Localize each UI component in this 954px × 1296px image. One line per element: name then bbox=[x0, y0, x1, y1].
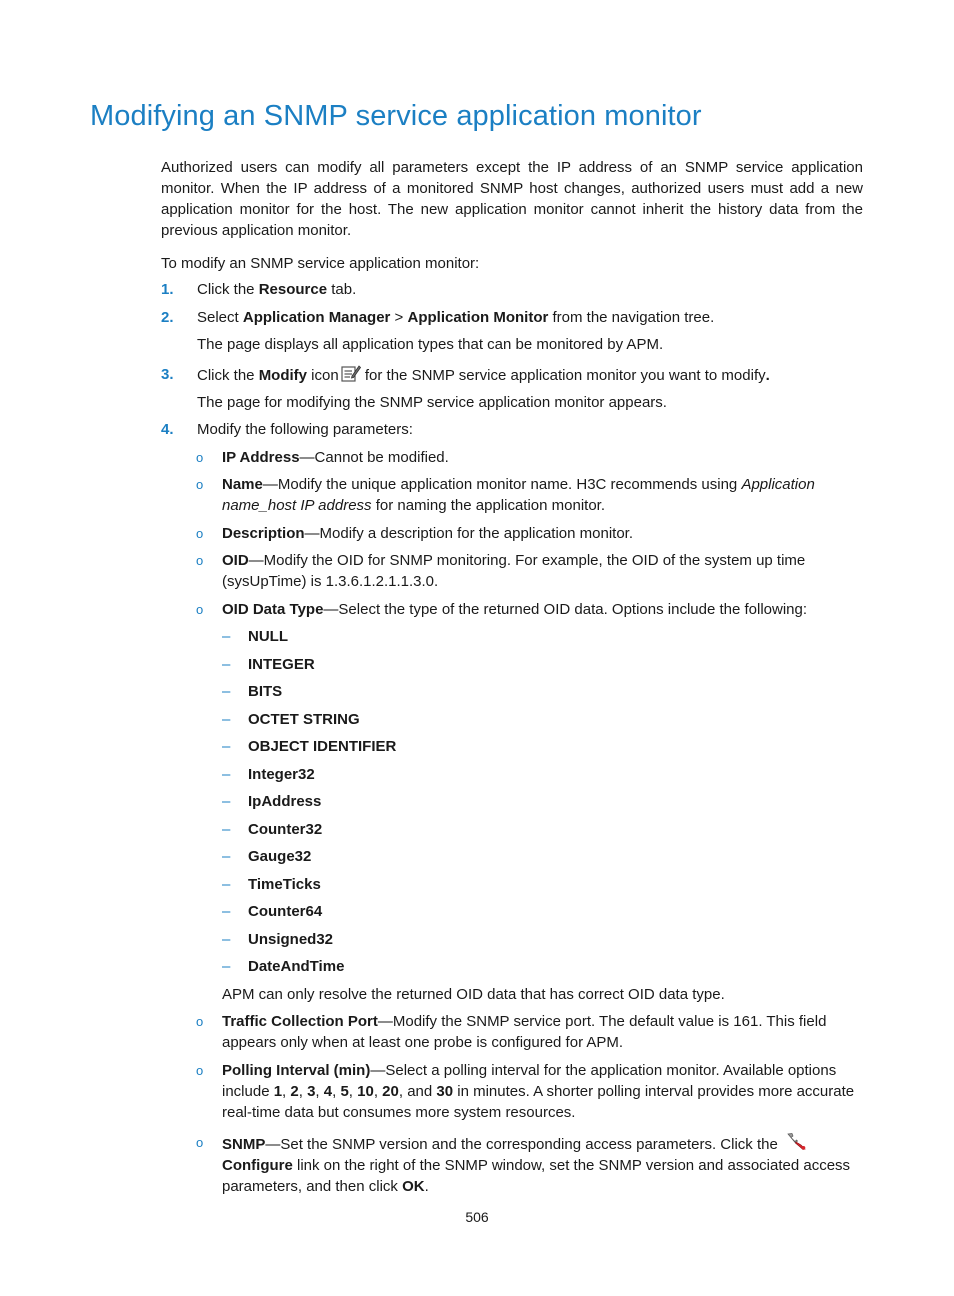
param-name: Name bbox=[222, 476, 263, 493]
edit-document-icon bbox=[341, 364, 361, 382]
bullet: o bbox=[196, 1063, 204, 1078]
oid-type-option: – TimeTicks bbox=[222, 876, 321, 893]
oid-type-option: – Unsigned32 bbox=[222, 931, 334, 948]
intro-paragraph: Authorized users can modify all parameters except the IP address of an SNMP service application monitor. When the IP address of a monitored SNMP host changes, authorized users must add a new application monitor for the host. The new application monitor cannot inherit the history data from the previous application monitor. bbox=[161, 159, 863, 239]
page-title: Modifying an SNMP service application monitor bbox=[90, 100, 702, 132]
oid-type-option: – DateAndTime bbox=[222, 958, 345, 975]
step-2-note: The page displays all application types that can be monitored by APM. bbox=[197, 336, 664, 353]
oid-type-option: – Counter32 bbox=[222, 821, 323, 838]
param-oid-data-type: o OID Data Type—Select the type of the returned OID data. Options include the following: bbox=[196, 601, 808, 618]
param-ip-address: o IP Address—Cannot be modified. bbox=[196, 449, 449, 466]
bullet: o bbox=[196, 526, 204, 541]
step-3-note: The page for modifying the SNMP service application monitor appears. bbox=[197, 394, 667, 411]
oid-type-option: – Gauge32 bbox=[222, 848, 312, 865]
oid-type-option: – Integer32 bbox=[222, 766, 315, 783]
param-snmp: o SNMP—Set the SNMP version and the corresponding access parameters. Click the Configure link on the right of the SNMP window, set the SNMP version and associated access parameters, and then click OK. bbox=[196, 1132, 864, 1197]
step-number: 3. bbox=[161, 366, 174, 383]
param-name: SNMP bbox=[222, 1136, 266, 1153]
page-number: 506 bbox=[465, 1209, 489, 1225]
step-text: Modify the following parameters: bbox=[197, 421, 413, 438]
bullet: o bbox=[196, 450, 204, 465]
step-number: 2. bbox=[161, 309, 174, 326]
param-traffic-collection-port: o Traffic Collection Port—Modify the SNMP service port. The default value is 161. This field appears only when at least one probe is configured for APM. bbox=[196, 1013, 827, 1051]
bullet: o bbox=[196, 1014, 204, 1029]
ui-term-application-manager: Application Manager bbox=[242, 309, 391, 326]
param-name: Description bbox=[222, 525, 305, 542]
param-name: Traffic Collection Port bbox=[222, 1013, 378, 1030]
step-number: 4. bbox=[161, 421, 174, 438]
param-name: Polling Interval (min) bbox=[222, 1062, 371, 1079]
step-text: Click the Modify icon for the SNMP service application monitor you want to modify. bbox=[197, 364, 770, 386]
ui-term-modify: Modify bbox=[258, 367, 308, 384]
oid-type-option: – NULL bbox=[222, 628, 288, 645]
oid-type-option: – INTEGER bbox=[222, 656, 315, 673]
oid-type-option: – BITS bbox=[222, 683, 283, 700]
oid-type-option: – OBJECT IDENTIFIER bbox=[222, 738, 397, 755]
step-text: Click the Resource tab. bbox=[197, 281, 357, 298]
param-name: IP Address bbox=[222, 449, 300, 466]
ui-term-application-monitor: Application Monitor bbox=[407, 309, 549, 326]
param-name: OID bbox=[222, 552, 249, 569]
oid-type-note: APM can only resolve the returned OID data that has correct OID data type. bbox=[222, 986, 725, 1003]
param-name: OID Data Type bbox=[222, 601, 324, 618]
configure-link-label: Configure bbox=[222, 1157, 293, 1174]
wrench-icon bbox=[786, 1132, 808, 1150]
step-number: 1. bbox=[161, 281, 174, 298]
param-name: o Name—Modify the unique application monitor name. H3C recommends using Application name_host IP address for naming the application monitor. bbox=[196, 476, 815, 514]
procedure-lead: To modify an SNMP service application monitor: bbox=[161, 255, 480, 272]
ui-term-resource: Resource bbox=[258, 281, 328, 298]
bullet: o bbox=[196, 1135, 204, 1150]
param-polling-interval: o Polling Interval (min)—Select a polling interval for the application monitor. Available options include 1, 2, 3, 4, 5, 10, 20, and 30 in minutes. A shorter polling interval provides more accurate real-time data but consumes more system resources. bbox=[196, 1062, 855, 1121]
oid-type-option: – Counter64 bbox=[222, 903, 323, 920]
oid-type-option: – IpAddress bbox=[222, 793, 322, 810]
bullet: o bbox=[196, 477, 204, 492]
param-oid: o OID—Modify the OID for SNMP monitoring. For example, the OID of the system up time (sysUpTime) is 1.3.6.1.2.1.1.3.0. bbox=[196, 552, 806, 590]
bullet: o bbox=[196, 602, 204, 617]
param-description: o Description—Modify a description for the application monitor. bbox=[196, 525, 634, 542]
bullet: o bbox=[196, 553, 204, 568]
oid-type-option: – OCTET STRING bbox=[222, 711, 360, 728]
step-text: Select Application Manager > Application Monitor from the navigation tree. bbox=[197, 309, 715, 326]
